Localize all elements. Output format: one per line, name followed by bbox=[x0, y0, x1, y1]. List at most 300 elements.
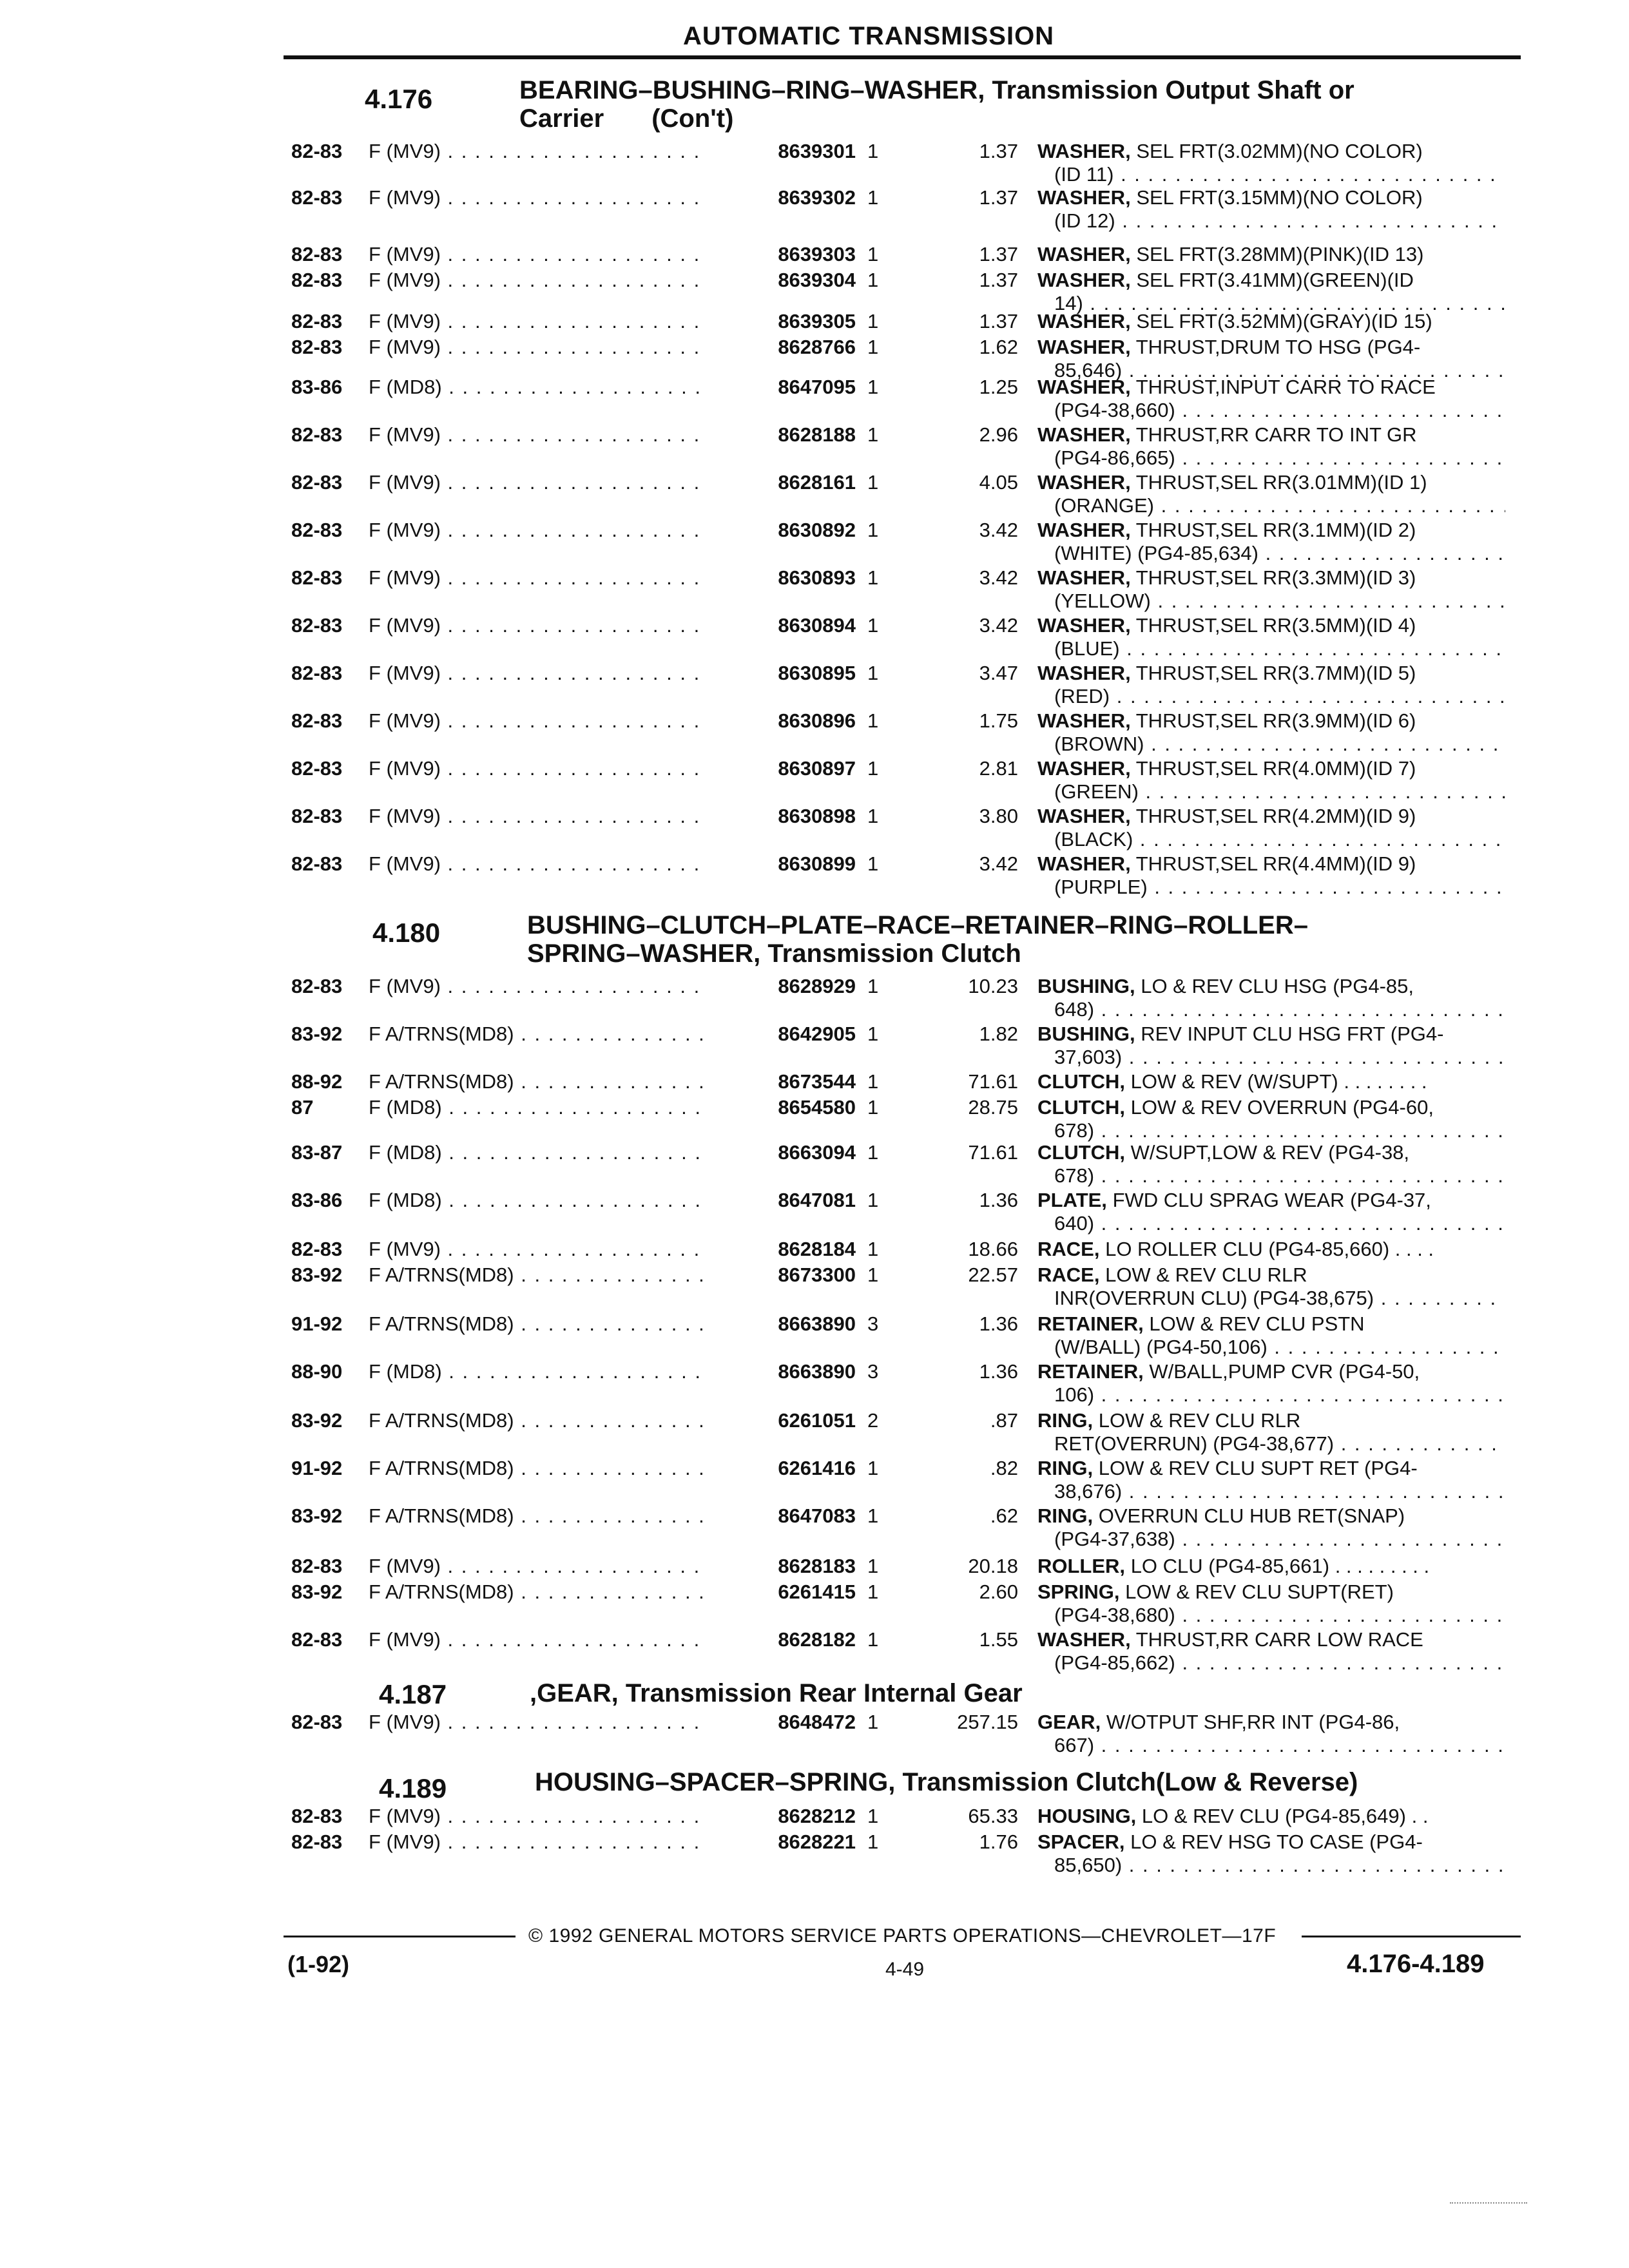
part-number: 6261415 bbox=[709, 1580, 856, 1604]
quantity: 1 bbox=[867, 243, 879, 265]
part-description-text: THRUST,INPUT CARR TO RACE bbox=[1135, 376, 1436, 398]
quantity: 1 bbox=[867, 1555, 879, 1577]
parts-row bbox=[0, 1456, 1629, 1508]
part-description bbox=[1037, 804, 1508, 829]
vehicle-model: F A/TRNS(MD8) . . . bbox=[369, 1263, 749, 1287]
model-years: 82-83 bbox=[291, 423, 343, 446]
vehicle-model: F A/TRNS(MD8) . . . bbox=[369, 1504, 749, 1528]
model-years: 82-83 bbox=[291, 269, 343, 291]
model-years: 82-83 bbox=[291, 471, 343, 494]
part-description-continued: (RED) . . . bbox=[1054, 684, 1505, 709]
part-name: CLUTCH, bbox=[1037, 1141, 1126, 1164]
price: 71.61 bbox=[968, 1070, 1018, 1093]
part-description bbox=[1037, 974, 1508, 999]
part-description-continued: (YELLOW) . . . bbox=[1054, 589, 1505, 613]
model-years: 82-83 bbox=[291, 1555, 343, 1577]
model-years: 82-83 bbox=[291, 243, 343, 265]
part-number: 8628212 bbox=[709, 1804, 856, 1829]
model-years: 82-83 bbox=[291, 805, 343, 827]
model-years: 83-92 bbox=[291, 1581, 343, 1603]
part-description-text: THRUST,SEL RR(3.7MM)(ID 5) bbox=[1135, 662, 1416, 684]
model-years: 82-83 bbox=[291, 662, 343, 684]
part-description bbox=[1037, 309, 1508, 334]
part-number: 8639305 bbox=[709, 309, 856, 334]
part-name: GEAR, bbox=[1037, 1711, 1101, 1733]
part-description bbox=[1037, 268, 1508, 293]
section-title-line1: ,GEAR, Transmission Rear Internal Gear bbox=[530, 1679, 1023, 1707]
part-description-text: THRUST,DRUM TO HSG (PG4- bbox=[1135, 336, 1421, 358]
part-number: 8647095 bbox=[709, 375, 856, 399]
quantity: 1 bbox=[867, 519, 879, 541]
part-number: 8630897 bbox=[709, 756, 856, 781]
parts-row bbox=[0, 709, 1629, 760]
part-description-continued: 106) . . . bbox=[1054, 1383, 1505, 1407]
part-description bbox=[1037, 1095, 1508, 1120]
part-name: WASHER, bbox=[1037, 614, 1131, 637]
quantity: 1 bbox=[867, 1504, 879, 1527]
model-years: 82-83 bbox=[291, 1831, 343, 1853]
vehicle-model: F (MV9) . . . bbox=[369, 661, 749, 686]
part-description-text: SEL FRT(3.28MM)(PINK)(ID 13) bbox=[1136, 243, 1424, 265]
section-title-line2-text: Carrier bbox=[519, 104, 604, 133]
quantity: 1 bbox=[867, 1070, 879, 1093]
model-years: 82-83 bbox=[291, 1628, 343, 1651]
part-description-text: SEL FRT(3.41MM)(GREEN)(ID bbox=[1136, 269, 1414, 291]
model-years: 82-83 bbox=[291, 566, 343, 589]
part-name: RETAINER, bbox=[1037, 1360, 1144, 1383]
part-number: 8628221 bbox=[709, 1830, 856, 1854]
part-description-continued: 85,646) . . . bbox=[1054, 358, 1505, 383]
part-number: 8647083 bbox=[709, 1504, 856, 1528]
vehicle-model: F A/TRNS(MD8) . . . bbox=[369, 1408, 749, 1433]
parts-row bbox=[0, 186, 1629, 237]
quantity: 3 bbox=[867, 1360, 879, 1383]
price: 257.15 bbox=[957, 1711, 1018, 1733]
vehicle-model: F (MV9) . . . bbox=[369, 518, 749, 543]
part-description-text: W/SUPT,LOW & REV (PG4-38, bbox=[1130, 1141, 1410, 1164]
part-name: WASHER, bbox=[1037, 310, 1131, 332]
vehicle-model: F (MV9) . . . bbox=[369, 186, 749, 210]
parts-row bbox=[0, 974, 1629, 1026]
parts-row bbox=[0, 139, 1629, 191]
model-years: 82-83 bbox=[291, 709, 343, 732]
price: .87 bbox=[990, 1409, 1018, 1432]
parts-row bbox=[0, 1140, 1629, 1192]
part-number: 6261051 bbox=[709, 1408, 856, 1433]
price: 10.23 bbox=[968, 975, 1018, 997]
price: 1.37 bbox=[979, 140, 1018, 162]
part-description-continued: (PG4-86,665) . . . bbox=[1054, 446, 1505, 470]
parts-row bbox=[0, 1263, 1629, 1314]
part-description-continued: 648) . . . bbox=[1054, 997, 1505, 1022]
part-name: WASHER, bbox=[1037, 519, 1131, 541]
part-name: WASHER, bbox=[1037, 1628, 1131, 1651]
quantity: 1 bbox=[867, 423, 879, 446]
price: 2.96 bbox=[979, 423, 1018, 446]
part-name: WASHER, bbox=[1037, 662, 1131, 684]
part-description-continued: 37,603) . . . bbox=[1054, 1045, 1505, 1070]
quantity: 1 bbox=[867, 1831, 879, 1853]
part-description-text: LOW & REV CLU PSTN bbox=[1149, 1312, 1365, 1335]
part-description-continued: RET(OVERRUN) (PG4-38,677) . . . bbox=[1054, 1432, 1505, 1456]
price: 1.36 bbox=[979, 1189, 1018, 1211]
footer-page-number: 4-49 bbox=[885, 1959, 925, 1980]
vehicle-model: F A/TRNS(MD8) . . . bbox=[369, 1580, 749, 1604]
part-number: 8628188 bbox=[709, 423, 856, 447]
part-description-continued: INR(OVERRUN CLU) (PG4-38,675) . . . bbox=[1054, 1286, 1505, 1311]
part-description-continued: (PG4-85,662) . . . bbox=[1054, 1651, 1505, 1675]
part-description-text: THRUST,SEL RR(3.5MM)(ID 4) bbox=[1135, 614, 1416, 637]
part-description-continued: (PG4-37,638) . . . bbox=[1054, 1527, 1505, 1552]
quantity: 1 bbox=[867, 1023, 879, 1045]
parts-row bbox=[0, 1095, 1629, 1147]
part-number: 8639301 bbox=[709, 139, 856, 164]
price: 71.61 bbox=[968, 1141, 1018, 1164]
part-number: 8647081 bbox=[709, 1188, 856, 1213]
part-name: BUSHING, bbox=[1037, 1023, 1135, 1045]
part-description-continued: 667) . . . bbox=[1054, 1733, 1505, 1758]
footer-copyright: © 1992 GENERAL MOTORS SERVICE PARTS OPERATIONS—CHEVROLET—17F bbox=[528, 1925, 1277, 1946]
part-description-text: LO & REV CLU (PG4-85,649) . . bbox=[1141, 1805, 1429, 1827]
price: 1.37 bbox=[979, 310, 1018, 332]
part-number: 8639302 bbox=[709, 186, 856, 210]
part-description-text: LOW & REV OVERRUN (PG4-60, bbox=[1130, 1096, 1434, 1119]
vehicle-model: F (MD8) . . . bbox=[369, 1095, 749, 1120]
model-years: 82-83 bbox=[291, 310, 343, 332]
model-years: 83-87 bbox=[291, 1141, 343, 1164]
part-description bbox=[1037, 1710, 1508, 1735]
part-description-text: LO ROLLER CLU (PG4-85,660) . . . . bbox=[1105, 1238, 1434, 1260]
part-description-continued: (BLACK) . . . bbox=[1054, 827, 1505, 852]
model-years: 83-86 bbox=[291, 1189, 343, 1211]
vehicle-model: F (MV9) . . . bbox=[369, 242, 749, 267]
part-description-text: W/BALL,PUMP CVR (PG4-50, bbox=[1149, 1360, 1420, 1383]
parts-row bbox=[0, 1580, 1629, 1631]
model-years: 82-83 bbox=[291, 614, 343, 637]
part-name: WASHER, bbox=[1037, 566, 1131, 589]
price: 1.75 bbox=[979, 709, 1018, 732]
model-years: 82-83 bbox=[291, 1711, 343, 1733]
quantity: 1 bbox=[867, 1581, 879, 1603]
part-name: CLUTCH, bbox=[1037, 1070, 1126, 1093]
vehicle-model: F (MV9) . . . bbox=[369, 1554, 749, 1579]
vehicle-model: F A/TRNS(MD8) . . . bbox=[369, 1070, 749, 1094]
price: 2.81 bbox=[979, 757, 1018, 780]
part-description-text: SEL FRT(3.15MM)(NO COLOR) bbox=[1136, 186, 1423, 209]
price: 1.82 bbox=[979, 1023, 1018, 1045]
section-title bbox=[519, 76, 1525, 133]
part-description-text: LO & REV CLU HSG (PG4-85, bbox=[1141, 975, 1414, 997]
section-title bbox=[530, 1679, 1535, 1707]
model-years: 82-83 bbox=[291, 1238, 343, 1260]
parts-row bbox=[0, 1710, 1629, 1762]
price: 3.42 bbox=[979, 566, 1018, 589]
part-name: CLUTCH, bbox=[1037, 1096, 1126, 1119]
part-number: 8663890 bbox=[709, 1360, 856, 1384]
quantity: 1 bbox=[867, 662, 879, 684]
part-description bbox=[1037, 1504, 1508, 1528]
part-number: 8630895 bbox=[709, 661, 856, 686]
vehicle-model: F (MV9) . . . bbox=[369, 470, 749, 495]
model-years: 83-92 bbox=[291, 1023, 343, 1045]
vehicle-model: F (MV9) . . . bbox=[369, 1628, 749, 1652]
part-name: ROLLER, bbox=[1037, 1555, 1126, 1577]
quantity: 1 bbox=[867, 1711, 879, 1733]
part-description bbox=[1037, 1360, 1508, 1384]
section-title-line2-text: SPRING–WASHER, Transmission Clutch bbox=[527, 939, 1021, 968]
part-description bbox=[1037, 852, 1508, 876]
part-description-continued: 640) . . . bbox=[1054, 1211, 1505, 1236]
part-description bbox=[1037, 518, 1508, 543]
model-years: 88-92 bbox=[291, 1070, 343, 1093]
part-description-text: REV INPUT CLU HSG FRT (PG4- bbox=[1141, 1023, 1444, 1045]
section-title-line1: BEARING–BUSHING–RING–WASHER, Transmission Output Shaft or bbox=[519, 76, 1354, 104]
price: 4.05 bbox=[979, 471, 1018, 494]
quantity: 1 bbox=[867, 1264, 879, 1286]
price: 1.37 bbox=[979, 186, 1018, 209]
price: 1.62 bbox=[979, 336, 1018, 358]
section-title-line1: HOUSING–SPACER–SPRING, Transmission Clutch(Low & Reverse) bbox=[535, 1768, 1358, 1796]
model-years: 88-90 bbox=[291, 1360, 343, 1383]
part-description bbox=[1037, 1408, 1508, 1433]
quantity: 1 bbox=[867, 975, 879, 997]
quantity: 1 bbox=[867, 186, 879, 209]
quantity: 1 bbox=[867, 336, 879, 358]
price: 18.66 bbox=[968, 1238, 1018, 1260]
price: 1.76 bbox=[979, 1831, 1018, 1853]
part-number: 8630896 bbox=[709, 709, 856, 733]
section-number: 4.189 bbox=[379, 1773, 447, 1803]
price: 22.57 bbox=[968, 1264, 1018, 1286]
part-name: WASHER, bbox=[1037, 471, 1131, 494]
part-description-continued: (GREEN) . . . bbox=[1054, 780, 1505, 804]
part-description-text: LOW & REV CLU SUPT(RET) bbox=[1125, 1581, 1394, 1603]
part-name: RACE, bbox=[1037, 1264, 1100, 1286]
part-description-text: W/OTPUT SHF,RR INT (PG4-86, bbox=[1106, 1711, 1400, 1733]
part-description bbox=[1037, 1263, 1508, 1287]
footer-section-range: 4.176-4.189 bbox=[1347, 1950, 1485, 1978]
part-description-text: LOW & REV (W/SUPT) . . . . . . . . bbox=[1130, 1070, 1427, 1093]
vehicle-model: F (MV9) . . . bbox=[369, 1237, 749, 1262]
footer-rule-right bbox=[1302, 1936, 1521, 1937]
parts-row bbox=[0, 852, 1629, 903]
price: 3.42 bbox=[979, 614, 1018, 637]
part-number: 8639303 bbox=[709, 242, 856, 267]
part-description bbox=[1037, 470, 1508, 495]
model-years: 82-83 bbox=[291, 336, 343, 358]
part-description-text: LOW & REV CLU RLR bbox=[1105, 1264, 1307, 1286]
vehicle-model: F (MV9) . . . bbox=[369, 139, 749, 164]
part-description-text: FWD CLU SPRAG WEAR (PG4-37, bbox=[1112, 1189, 1431, 1211]
part-description-text: THRUST,SEL RR(4.4MM)(ID 9) bbox=[1135, 852, 1416, 875]
part-description-text: THRUST,RR CARR TO INT GR bbox=[1135, 423, 1417, 446]
part-number: 8648472 bbox=[709, 1710, 856, 1735]
parts-row bbox=[0, 1830, 1629, 1881]
part-name: WASHER, bbox=[1037, 423, 1131, 446]
part-name: RACE, bbox=[1037, 1238, 1100, 1260]
quantity: 1 bbox=[867, 1189, 879, 1211]
part-name: RETAINER, bbox=[1037, 1312, 1144, 1335]
part-name: BUSHING, bbox=[1037, 975, 1135, 997]
part-name: SPRING, bbox=[1037, 1581, 1120, 1603]
model-years: 82-83 bbox=[291, 519, 343, 541]
parts-row bbox=[0, 661, 1629, 713]
part-number: 8628182 bbox=[709, 1628, 856, 1652]
vehicle-model: F (MV9) . . . bbox=[369, 974, 749, 999]
price: 1.36 bbox=[979, 1360, 1018, 1383]
part-description bbox=[1037, 1140, 1508, 1165]
part-name: WASHER, bbox=[1037, 269, 1131, 291]
price: 3.42 bbox=[979, 852, 1018, 875]
vehicle-model: F (MV9) . . . bbox=[369, 613, 749, 638]
parts-row bbox=[0, 1504, 1629, 1555]
vehicle-model: F (MV9) . . . bbox=[369, 804, 749, 829]
footer-rule-left bbox=[284, 1936, 516, 1937]
part-number: 8628183 bbox=[709, 1554, 856, 1579]
part-number: 8630894 bbox=[709, 613, 856, 638]
quantity: 1 bbox=[867, 140, 879, 162]
vehicle-model: F A/TRNS(MD8) . . . bbox=[369, 1312, 749, 1336]
part-description bbox=[1037, 1580, 1508, 1604]
part-description bbox=[1037, 661, 1508, 686]
quantity: 1 bbox=[867, 852, 879, 875]
part-description-continued: (W/BALL) (PG4-50,106) . . . bbox=[1054, 1335, 1505, 1360]
part-description bbox=[1037, 1237, 1508, 1262]
part-name: WASHER, bbox=[1037, 757, 1131, 780]
parts-row bbox=[0, 423, 1629, 474]
model-years: 87 bbox=[291, 1096, 314, 1119]
part-description bbox=[1037, 1554, 1508, 1579]
part-description-continued: 678) . . . bbox=[1054, 1119, 1505, 1143]
parts-row bbox=[0, 756, 1629, 808]
part-description-text: THRUST,SEL RR(3.3MM)(ID 3) bbox=[1135, 566, 1416, 589]
quantity: 1 bbox=[867, 614, 879, 637]
model-years: 82-83 bbox=[291, 852, 343, 875]
part-description bbox=[1037, 1456, 1508, 1481]
part-description-text: THRUST,SEL RR(4.2MM)(ID 9) bbox=[1135, 805, 1416, 827]
part-number: 8630898 bbox=[709, 804, 856, 829]
vehicle-model: F A/TRNS(MD8) . . . bbox=[369, 1022, 749, 1046]
parts-row bbox=[0, 1188, 1629, 1240]
part-description-continued: (PG4-38,680) . . . bbox=[1054, 1603, 1505, 1628]
part-name: WASHER, bbox=[1037, 140, 1131, 162]
part-description-text: OVERRUN CLU HUB RET(SNAP) bbox=[1098, 1504, 1405, 1527]
price: 28.75 bbox=[968, 1096, 1018, 1119]
price: 2.60 bbox=[979, 1581, 1018, 1603]
part-number: 6261416 bbox=[709, 1456, 856, 1481]
part-description bbox=[1037, 1628, 1508, 1652]
quantity: 1 bbox=[867, 1805, 879, 1827]
parts-row bbox=[0, 566, 1629, 617]
part-description bbox=[1037, 1830, 1508, 1854]
quantity: 1 bbox=[867, 566, 879, 589]
part-description-text: SEL FRT(3.02MM)(NO COLOR) bbox=[1136, 140, 1423, 162]
quantity: 1 bbox=[867, 1238, 879, 1260]
part-number: 8628929 bbox=[709, 974, 856, 999]
price: 20.18 bbox=[968, 1555, 1018, 1577]
model-years: 82-83 bbox=[291, 757, 343, 780]
part-description-continued: (WHITE) (PG4-85,634) . . . bbox=[1054, 541, 1505, 566]
part-name: WASHER, bbox=[1037, 805, 1131, 827]
part-number: 8628766 bbox=[709, 335, 856, 360]
vehicle-model: F (MV9) . . . bbox=[369, 1710, 749, 1735]
part-description-text: SEL FRT(3.52MM)(GRAY)(ID 15) bbox=[1136, 310, 1432, 332]
section-title bbox=[535, 1768, 1540, 1796]
vehicle-model: F (MV9) . . . bbox=[369, 756, 749, 781]
part-number: 8630899 bbox=[709, 852, 856, 876]
quantity: 1 bbox=[867, 471, 879, 494]
part-description bbox=[1037, 1022, 1508, 1046]
part-description-text: THRUST,SEL RR(3.01MM)(ID 1) bbox=[1135, 471, 1427, 494]
part-name: PLATE, bbox=[1037, 1189, 1107, 1211]
price: 3.47 bbox=[979, 662, 1018, 684]
quantity: 1 bbox=[867, 376, 879, 398]
model-years: 83-92 bbox=[291, 1504, 343, 1527]
part-name: WASHER, bbox=[1037, 243, 1131, 265]
part-description-text: THRUST,RR CARR LOW RACE bbox=[1135, 1628, 1423, 1651]
section-number: 4.180 bbox=[372, 918, 441, 948]
vehicle-model: F (MV9) . . . bbox=[369, 1804, 749, 1829]
price: .82 bbox=[990, 1457, 1018, 1479]
part-description bbox=[1037, 423, 1508, 447]
model-years: 82-83 bbox=[291, 1805, 343, 1827]
footer-date-code: (1-92) bbox=[287, 1951, 350, 1977]
part-description-continued: 38,676) . . . bbox=[1054, 1479, 1505, 1504]
section-number: 4.187 bbox=[379, 1679, 447, 1709]
part-description bbox=[1037, 1070, 1508, 1094]
part-description-continued: (PURPLE) . . . bbox=[1054, 875, 1505, 899]
part-name: WASHER, bbox=[1037, 852, 1131, 875]
part-description-continued: 678) . . . bbox=[1054, 1164, 1505, 1188]
part-description bbox=[1037, 1804, 1508, 1829]
price: 1.37 bbox=[979, 269, 1018, 291]
parts-row bbox=[0, 1022, 1629, 1073]
section-number: 4.176 bbox=[365, 84, 433, 114]
part-description bbox=[1037, 375, 1508, 399]
vehicle-model: F (MV9) . . . bbox=[369, 335, 749, 360]
part-description-text: LO & REV HSG TO CASE (PG4- bbox=[1130, 1831, 1423, 1853]
part-name: RING, bbox=[1037, 1457, 1094, 1479]
part-description-continued: (BROWN) . . . bbox=[1054, 732, 1505, 756]
part-description bbox=[1037, 1188, 1508, 1213]
part-name: WASHER, bbox=[1037, 336, 1131, 358]
part-number: 8673300 bbox=[709, 1263, 856, 1287]
parts-row bbox=[0, 613, 1629, 665]
part-name: WASHER, bbox=[1037, 376, 1131, 398]
model-years: 83-86 bbox=[291, 376, 343, 398]
part-name: WASHER, bbox=[1037, 709, 1131, 732]
vehicle-model: F (MV9) . . . bbox=[369, 309, 749, 334]
vehicle-model: F (MV9) . . . bbox=[369, 709, 749, 733]
parts-row bbox=[0, 1628, 1629, 1679]
model-years: 82-83 bbox=[291, 975, 343, 997]
part-number: 8642905 bbox=[709, 1022, 856, 1046]
parts-row bbox=[0, 804, 1629, 856]
section-title bbox=[527, 911, 1532, 968]
price: 1.25 bbox=[979, 376, 1018, 398]
price: 3.42 bbox=[979, 519, 1018, 541]
part-name: SPACER, bbox=[1037, 1831, 1125, 1853]
parts-row bbox=[0, 470, 1629, 522]
part-description-continued: (ORANGE) . . . bbox=[1054, 494, 1505, 518]
part-description bbox=[1037, 242, 1508, 267]
price: .62 bbox=[990, 1504, 1018, 1527]
part-description-text: LOW & REV CLU SUPT RET (PG4- bbox=[1098, 1457, 1418, 1479]
part-description-continued: (ID 12) . . . bbox=[1054, 209, 1505, 233]
vehicle-model: F (MD8) . . . bbox=[369, 375, 749, 399]
part-name: WASHER, bbox=[1037, 186, 1131, 209]
model-years: 82-83 bbox=[291, 140, 343, 162]
